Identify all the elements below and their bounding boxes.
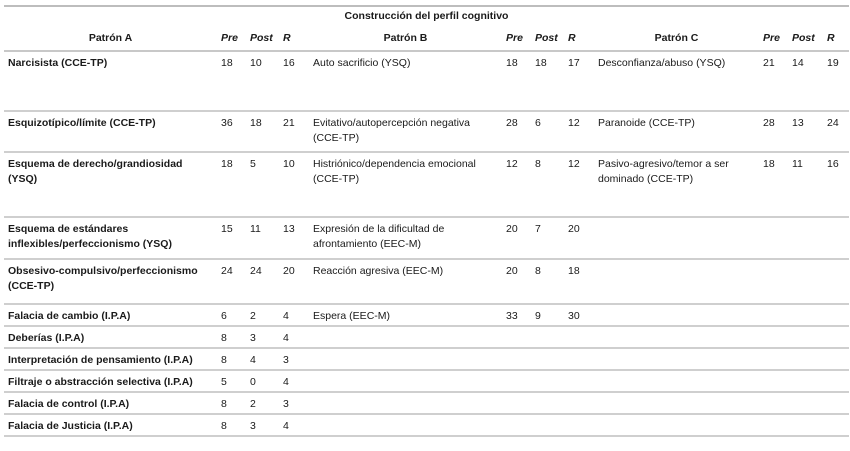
pattern-c-r-value — [823, 370, 849, 392]
pattern-a-r-value: 4 — [279, 326, 309, 348]
table-title: Construcción del perfil cognitivo — [344, 10, 509, 22]
pattern-b-pre-value — [502, 392, 531, 414]
pattern-b-pre-value — [502, 414, 531, 436]
table-row — [4, 414, 849, 436]
pattern-c-name: Pasivo-agresivo/temor a ser dominado (CCE-TP) — [594, 152, 759, 217]
header-post-c: Post — [788, 28, 823, 51]
pattern-a-name: Esquema de derecho/grandiosidad (YSQ) — [4, 152, 217, 217]
pattern-a-post-value: 4 — [246, 348, 279, 370]
pattern-c-post-value — [788, 392, 823, 414]
pattern-c-pre-value: 18 — [759, 152, 788, 217]
pattern-b-r-value — [564, 414, 594, 436]
pattern-b-name: Evitativo/autopercepción negativa (CCE-TP) — [309, 111, 502, 152]
table-row — [4, 152, 849, 217]
pattern-a-pre-value: 8 — [217, 414, 246, 436]
pattern-b-pre-value: 20 — [502, 259, 531, 304]
table-row — [4, 326, 849, 348]
header-r-a: R — [279, 28, 309, 51]
pattern-b-pre-value: 12 — [502, 152, 531, 217]
pattern-c-name — [594, 348, 759, 370]
pattern-b-name — [309, 348, 502, 370]
pattern-b-post-value — [531, 348, 564, 370]
pattern-a-r-value: 21 — [279, 111, 309, 152]
pattern-a-r-value: 4 — [279, 414, 309, 436]
pattern-c-r-value — [823, 304, 849, 326]
cognitive-profile-table — [4, 5, 849, 437]
pattern-a-r-value: 3 — [279, 392, 309, 414]
table-body — [4, 51, 849, 436]
pattern-b-name: Reacción agresiva (EEC-M) — [309, 259, 502, 304]
pattern-c-pre-value — [759, 304, 788, 326]
header-pre-a: Pre — [217, 28, 246, 51]
pattern-a-post-value: 3 — [246, 414, 279, 436]
pattern-a-name: Filtraje o abstracción selectiva (I.P.A) — [4, 370, 217, 392]
pattern-a-post-value: 11 — [246, 217, 279, 259]
pattern-b-r-value: 30 — [564, 304, 594, 326]
pattern-c-pre-value: 21 — [759, 51, 788, 111]
pattern-b-pre-value: 33 — [502, 304, 531, 326]
header-pre-b: Pre — [502, 28, 531, 51]
pattern-b-name: Expresión de la dificultad de afrontamiento (EEC-M) — [309, 217, 502, 259]
pattern-b-r-value — [564, 348, 594, 370]
pattern-a-pre-value: 5 — [217, 370, 246, 392]
pattern-b-name — [309, 392, 502, 414]
pattern-c-pre-value: 28 — [759, 111, 788, 152]
pattern-a-r-value: 4 — [279, 370, 309, 392]
pattern-c-name — [594, 326, 759, 348]
pattern-b-pre-value — [502, 348, 531, 370]
pattern-c-pre-value — [759, 370, 788, 392]
header-pre-c: Pre — [759, 28, 788, 51]
pattern-b-r-value — [564, 370, 594, 392]
pattern-b-post-value — [531, 370, 564, 392]
header-post-a: Post — [246, 28, 279, 51]
pattern-a-post-value: 24 — [246, 259, 279, 304]
pattern-a-post-value: 18 — [246, 111, 279, 152]
pattern-b-r-value: 17 — [564, 51, 594, 111]
pattern-a-pre-value: 18 — [217, 51, 246, 111]
pattern-c-r-value: 19 — [823, 51, 849, 111]
pattern-a-name: Falacia de cambio (I.P.A) — [4, 304, 217, 326]
pattern-c-r-value — [823, 414, 849, 436]
pattern-c-r-value — [823, 348, 849, 370]
pattern-a-post-value: 3 — [246, 326, 279, 348]
pattern-c-post-value: 13 — [788, 111, 823, 152]
table-row — [4, 259, 849, 304]
pattern-b-pre-value: 28 — [502, 111, 531, 152]
pattern-c-post-value — [788, 217, 823, 259]
pattern-c-name — [594, 259, 759, 304]
pattern-a-r-value: 13 — [279, 217, 309, 259]
pattern-c-post-value — [788, 348, 823, 370]
header-pattern-a: Patrón A — [4, 28, 217, 51]
pattern-a-pre-value: 8 — [217, 348, 246, 370]
pattern-c-pre-value — [759, 392, 788, 414]
header-pattern-b: Patrón B — [309, 28, 502, 51]
pattern-c-pre-value — [759, 348, 788, 370]
pattern-c-r-value: 24 — [823, 111, 849, 152]
pattern-b-pre-value: 18 — [502, 51, 531, 111]
pattern-c-post-value — [788, 414, 823, 436]
pattern-a-pre-value: 6 — [217, 304, 246, 326]
table-row — [4, 217, 849, 259]
pattern-c-post-value: 11 — [788, 152, 823, 217]
pattern-b-name — [309, 414, 502, 436]
pattern-a-pre-value: 24 — [217, 259, 246, 304]
pattern-b-pre-value: 20 — [502, 217, 531, 259]
pattern-b-pre-value — [502, 370, 531, 392]
cognitive-profile-table-container — [4, 5, 846, 437]
pattern-c-pre-value — [759, 217, 788, 259]
pattern-a-name: Obsesivo-compulsivo/perfeccionismo (CCE-TP) — [4, 259, 217, 304]
pattern-c-post-value — [788, 370, 823, 392]
pattern-a-post-value: 2 — [246, 304, 279, 326]
pattern-b-r-value — [564, 326, 594, 348]
pattern-b-r-value: 20 — [564, 217, 594, 259]
pattern-a-pre-value: 15 — [217, 217, 246, 259]
pattern-c-post-value — [788, 259, 823, 304]
pattern-c-post-value — [788, 326, 823, 348]
pattern-c-pre-value — [759, 259, 788, 304]
pattern-a-post-value: 0 — [246, 370, 279, 392]
pattern-b-name — [309, 370, 502, 392]
table-row — [4, 348, 849, 370]
pattern-b-name: Histriónico/dependencia emocional (CCE-TP) — [309, 152, 502, 217]
pattern-a-name: Narcisista (CCE-TP) — [4, 51, 217, 111]
pattern-c-pre-value — [759, 326, 788, 348]
pattern-a-r-value: 10 — [279, 152, 309, 217]
pattern-b-post-value: 7 — [531, 217, 564, 259]
pattern-c-post-value — [788, 304, 823, 326]
pattern-a-r-value: 3 — [279, 348, 309, 370]
pattern-a-name: Falacia de control (I.P.A) — [4, 392, 217, 414]
pattern-a-post-value: 2 — [246, 392, 279, 414]
table-row — [4, 111, 849, 152]
table-title-row — [4, 6, 849, 28]
pattern-b-name: Espera (EEC-M) — [309, 304, 502, 326]
pattern-b-post-value: 8 — [531, 259, 564, 304]
table-row — [4, 51, 849, 111]
pattern-c-name: Desconfianza/abuso (YSQ) — [594, 51, 759, 111]
pattern-c-pre-value — [759, 414, 788, 436]
pattern-c-r-value — [823, 217, 849, 259]
pattern-a-r-value: 4 — [279, 304, 309, 326]
pattern-b-post-value: 8 — [531, 152, 564, 217]
pattern-c-name — [594, 414, 759, 436]
pattern-a-r-value: 20 — [279, 259, 309, 304]
pattern-b-r-value — [564, 392, 594, 414]
pattern-a-name: Esquema de estándares inflexibles/perfeccionismo (YSQ) — [4, 217, 217, 259]
header-pattern-c: Patrón C — [594, 28, 759, 51]
pattern-b-name — [309, 326, 502, 348]
pattern-b-name: Auto sacrificio (YSQ) — [309, 51, 502, 111]
pattern-c-post-value: 14 — [788, 51, 823, 111]
table-header-row — [4, 28, 849, 51]
header-r-b: R — [564, 28, 594, 51]
pattern-b-post-value: 18 — [531, 51, 564, 111]
header-post-b: Post — [531, 28, 564, 51]
pattern-b-r-value: 18 — [564, 259, 594, 304]
pattern-b-post-value — [531, 414, 564, 436]
pattern-a-name: Esquizotípico/límite (CCE-TP) — [4, 111, 217, 152]
pattern-b-post-value — [531, 326, 564, 348]
pattern-c-r-value: 16 — [823, 152, 849, 217]
table-row — [4, 304, 849, 326]
pattern-c-r-value — [823, 259, 849, 304]
pattern-a-pre-value: 18 — [217, 152, 246, 217]
pattern-a-name: Falacia de Justicia (I.P.A) — [4, 414, 217, 436]
table-row — [4, 370, 849, 392]
pattern-a-name: Deberías (I.P.A) — [4, 326, 217, 348]
pattern-b-r-value: 12 — [564, 152, 594, 217]
pattern-a-r-value: 16 — [279, 51, 309, 111]
pattern-b-pre-value — [502, 326, 531, 348]
pattern-c-name — [594, 217, 759, 259]
pattern-a-pre-value: 8 — [217, 392, 246, 414]
pattern-c-r-value — [823, 392, 849, 414]
pattern-b-post-value — [531, 392, 564, 414]
table-row — [4, 392, 849, 414]
pattern-c-name — [594, 392, 759, 414]
pattern-b-post-value: 6 — [531, 111, 564, 152]
pattern-c-name — [594, 304, 759, 326]
pattern-b-post-value: 9 — [531, 304, 564, 326]
pattern-a-post-value: 5 — [246, 152, 279, 217]
pattern-a-name: Interpretación de pensamiento (I.P.A) — [4, 348, 217, 370]
header-r-c: R — [823, 28, 849, 51]
pattern-b-r-value: 12 — [564, 111, 594, 152]
pattern-c-name — [594, 370, 759, 392]
pattern-c-r-value — [823, 326, 849, 348]
pattern-a-post-value: 10 — [246, 51, 279, 111]
pattern-a-pre-value: 36 — [217, 111, 246, 152]
pattern-c-name: Paranoide (CCE-TP) — [594, 111, 759, 152]
pattern-a-pre-value: 8 — [217, 326, 246, 348]
